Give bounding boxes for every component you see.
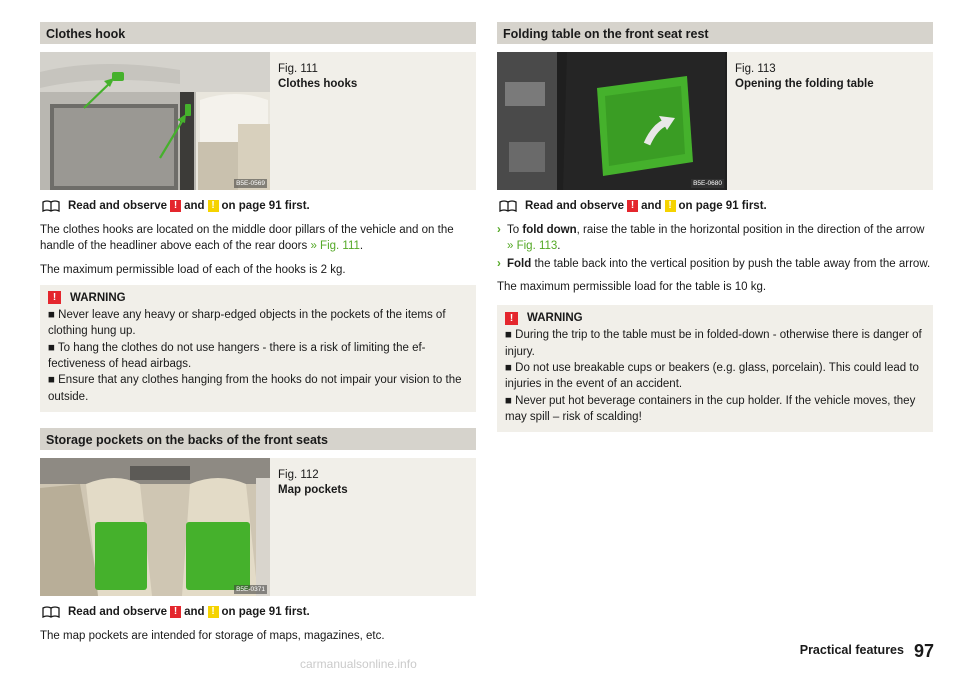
- figure-link[interactable]: » Fig. 111: [310, 240, 360, 253]
- figure-113: [497, 52, 933, 190]
- section-heading-clothes-hook: Clothes hook: [40, 22, 476, 44]
- caution-symbol-icon: !: [208, 200, 219, 212]
- warning-symbol-icon: !: [170, 606, 181, 618]
- left-column: [40, 22, 476, 651]
- figure-112: [40, 458, 476, 596]
- figure-number: Fig. 113: [735, 63, 776, 75]
- figure-number: Fig. 112: [278, 468, 319, 481]
- right-column: [497, 22, 933, 442]
- watermark: carmanualsonline.info: [300, 657, 417, 671]
- warning-icon: !: [505, 312, 518, 325]
- step-arrow-icon: ›: [497, 257, 501, 270]
- read-and-observe-note: Read and observe ! and ! on page 91 first.: [497, 198, 933, 214]
- section-heading-storage-pockets: Storage pockets on the backs of the front seats: [40, 428, 476, 450]
- figure-caption: [735, 62, 874, 92]
- figure-title: Opening the folding table: [735, 78, 874, 90]
- figure-title: Clothes hooks: [278, 78, 358, 90]
- warning-box: [497, 305, 933, 432]
- figure-title: Map pockets: [278, 483, 348, 496]
- paragraph: The maximum permissible load of each of the hooks is 2 kg.: [40, 263, 346, 276]
- warning-item: ■ Never leave any heavy or sharp-edged objects in the pockets of the items of clothing hung up.: [48, 308, 446, 338]
- figure-link[interactable]: » Fig. 113: [507, 240, 558, 253]
- book-icon: [42, 606, 60, 618]
- instruction-step: › To fold down, raise the table in the horizontal position in the direction of the arrow » Fig. 113.: [497, 222, 933, 255]
- figure-code: B5E-0680: [693, 180, 722, 187]
- warning-item: ■ Ensure that any clothes hanging from the hooks do not impair your vision to the outside.: [48, 374, 462, 403]
- step-arrow-icon: ›: [497, 224, 501, 236]
- figure-caption: [278, 468, 348, 498]
- warning-item: ■ During the trip to the table must be in folded-down - otherwise there is danger of injury.: [505, 329, 922, 358]
- section-heading-folding-table: Folding table on the front seat rest: [497, 22, 933, 44]
- read-and-observe-note: Read and observe ! and ! on page 91 first.: [40, 604, 476, 620]
- folding-table-photo: [497, 52, 727, 190]
- instruction-step: › Fold the table back into the vertical position by push the table away from the arrow.: [497, 256, 933, 272]
- caution-symbol-icon: !: [665, 200, 676, 212]
- caution-symbol-icon: !: [208, 606, 219, 618]
- warning-item: ■ Do not use breakable cups or beakers (e.g. glass, porcelain). This could lead to injuries in the event of an accident.: [505, 361, 919, 391]
- page-number: 97: [913, 641, 934, 661]
- paragraph: The map pockets are intended for storage of maps, magazines, etc.: [40, 629, 385, 642]
- book-icon: [42, 200, 60, 212]
- book-icon: [499, 200, 517, 212]
- warning-symbol-icon: !: [170, 200, 181, 212]
- map-pockets-photo: [40, 458, 270, 596]
- warning-header: ! WARNING: [505, 311, 923, 325]
- warning-item: ■ Never put hot beverage containers in the cup holder. If the vehicle moves, they may spill – risk of scalding!: [505, 394, 916, 423]
- clothes-hooks-photo: [40, 52, 270, 190]
- paragraph: The maximum permissible load for the table is 10 kg.: [497, 280, 767, 293]
- warning-header: ! WARNING: [48, 291, 466, 305]
- figure-code: B5E-0371: [236, 585, 265, 593]
- paragraph: The clothes hooks are located on the middle door pillars of the vehicle and on the handle of the headliner above each of the rear doors » Fig. 111.: [40, 224, 454, 253]
- figure-number: Fig. 111: [278, 63, 318, 75]
- warning-icon: !: [48, 291, 61, 304]
- figure-caption: [278, 62, 357, 92]
- warning-box: [40, 285, 476, 412]
- figure-111: [40, 52, 476, 190]
- read-and-observe-note: Read and observe ! and ! on page 91 first.: [40, 198, 476, 214]
- page-footer: [800, 642, 934, 660]
- warning-item: ■ To hang the clothes do not use hangers - there is a risk of limiting the ef-fectiveness of head airbags.: [48, 341, 426, 370]
- footer-title: Practical features: [799, 643, 904, 658]
- figure-code: B5E-0569: [236, 180, 265, 187]
- warning-symbol-icon: !: [627, 200, 638, 212]
